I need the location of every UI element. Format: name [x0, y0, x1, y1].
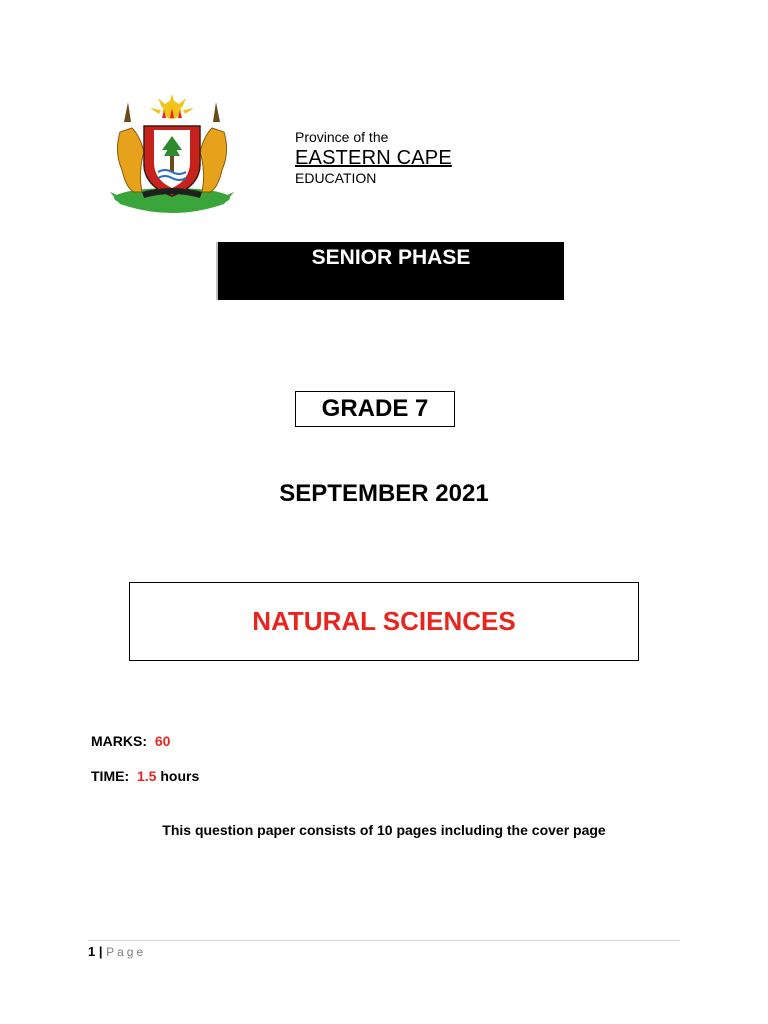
exam-date: SEPTEMBER 2021 — [279, 480, 489, 507]
department-name: EDUCATION — [295, 170, 377, 186]
phase-title: SENIOR PHASE — [311, 246, 471, 269]
grade-box — [295, 391, 455, 427]
province-name: EASTERN CAPE — [295, 147, 452, 169]
province-prefix: Province of the — [295, 129, 389, 145]
page-word: Page — [106, 945, 147, 959]
time-label: TIME: — [91, 768, 130, 784]
time-line — [91, 768, 199, 784]
grade-label: GRADE 7 — [321, 395, 429, 422]
marks-value: 60 — [154, 733, 171, 749]
marks-line — [91, 733, 170, 749]
page-footer — [88, 944, 146, 959]
footer-divider — [88, 940, 680, 941]
marks-label: MARKS: — [91, 733, 147, 749]
page-count-note: This question paper consists of 10 pages including the cover page — [162, 822, 606, 838]
subject-title: NATURAL SCIENCES — [252, 606, 516, 636]
coat-of-arms-logo — [104, 92, 240, 216]
phase-banner — [218, 242, 564, 300]
header-text-block — [295, 128, 452, 186]
footer-separator: | — [98, 944, 103, 959]
time-unit: hours — [160, 768, 200, 784]
time-value: 1.5 — [137, 768, 157, 784]
subject-box — [129, 582, 639, 661]
page-number: 1 — [88, 944, 96, 959]
